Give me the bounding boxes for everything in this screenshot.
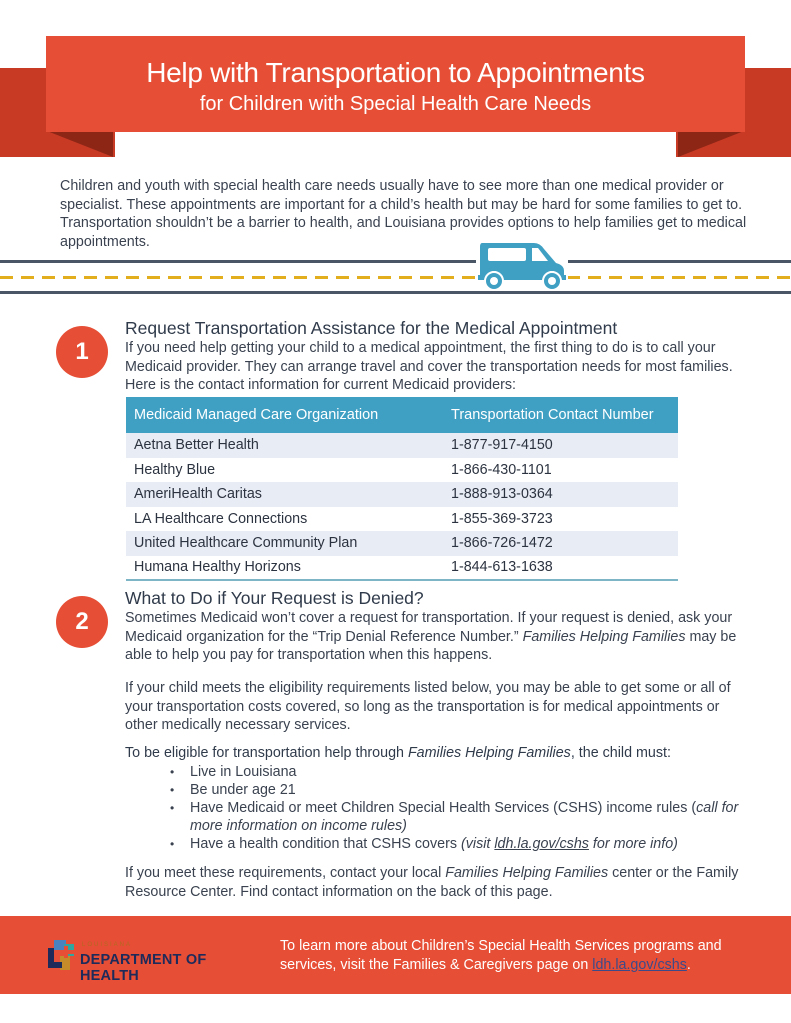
- text: , the child must:: [570, 745, 671, 761]
- eligibility-item: • Be under age 21: [165, 781, 765, 799]
- phone-cell: 1-888-913-0364: [443, 482, 678, 507]
- van-icon: [476, 241, 568, 291]
- section-2-paragraph-3: [125, 864, 755, 901]
- text: .: [686, 956, 691, 973]
- organization-cell: Humana Healthy Horizons: [126, 556, 443, 581]
- road-center-dashes: [0, 276, 791, 279]
- phone-cell: 1-855-369-3723: [451, 510, 553, 527]
- medicaid-contacts-table: [126, 397, 678, 581]
- logo-text: DEPARTMENT OF HEALTH: [80, 952, 207, 984]
- text: Sometimes Medicaid won’t cover a request for transportation. If your request is denied, ask your Medicaid organization for the “Trip Denial Reference Number.”: [125, 610, 733, 645]
- step-2-badge: 2: [56, 596, 108, 648]
- organization-cell: Healthy Blue: [134, 461, 216, 478]
- text: If you meet these requirements, contact your local: [125, 865, 446, 881]
- phone-cell: 1-844-613-1638: [443, 556, 678, 581]
- text: may be able to help you pay for transportation when this happens.: [125, 628, 737, 663]
- footer-message: [280, 937, 750, 974]
- phone-cell: 1-877-917-4150: [443, 433, 678, 458]
- step-1-badge: 1: [56, 326, 108, 378]
- text: Have Medicaid or meet Children Special Health Services (CSHS) income rules (: [190, 800, 697, 816]
- column-header-organization: Medicaid Managed Care Organization: [126, 397, 443, 433]
- footer-bar: [0, 916, 791, 994]
- footer-cshs-link[interactable]: ldh.la.gov/cshs: [592, 956, 687, 973]
- road-top-line: [0, 260, 791, 263]
- road-bottom-line: [0, 291, 791, 294]
- eligibility-item: [165, 835, 765, 853]
- section-2-title: What to Do if Your Request is Denied?: [125, 588, 424, 608]
- table-header-row: [126, 397, 678, 433]
- table-row: [126, 458, 678, 483]
- table-row: [126, 531, 678, 556]
- column-header-contact: Transportation Contact Number: [443, 397, 678, 433]
- note-emphasis: call for more information on income rules): [190, 800, 739, 834]
- ldh-logo: [46, 938, 261, 984]
- text: To be eligible for transportation help through: [125, 745, 408, 761]
- section-2-paragraph-2: If your child meets the eligibility requirements listed below, you may be able to get some or all of your transportation costs covered, so long as the transportation is for medical appointments or other medically necessary services.: [125, 680, 731, 733]
- organization-cell: LA Healthcare Connections: [134, 510, 308, 527]
- table-row: [126, 433, 678, 458]
- page-title: Help with Transportation to Appointments: [146, 57, 645, 88]
- table-row: [126, 556, 678, 581]
- table-row: [126, 482, 678, 507]
- org-name-emphasis: Families Helping Families: [407, 745, 571, 761]
- phone-cell: 1-866-430-1101: [451, 461, 552, 478]
- section-1-body: If you need help getting your child to a medical appointment, the first thing to do is to call your Medicaid provider. They can arrange travel and cover the transportation needs for most families. Here is the contact information for current Medicaid providers:: [125, 340, 733, 393]
- title-banner: [46, 36, 745, 132]
- organization-cell: United Healthcare Community Plan: [126, 531, 443, 556]
- ribbon-fold-right: [678, 131, 744, 157]
- org-name-emphasis: Families Helping Families: [522, 628, 686, 645]
- note-emphasis: for more info): [588, 836, 678, 852]
- note-emphasis: (visit: [461, 836, 495, 852]
- page-subtitle: for Children with Special Health Care Needs: [199, 93, 592, 115]
- table-row: [126, 507, 678, 532]
- cshs-link[interactable]: ldh.la.gov/cshs: [494, 836, 589, 852]
- phone-cell: 1-866-726-1472: [443, 531, 678, 556]
- section-2-paragraph-1: [125, 609, 755, 665]
- organization-cell: Aetna Better Health: [126, 433, 443, 458]
- eligibility-heading: [125, 745, 671, 761]
- logo-state: LOUISIANA: [82, 942, 133, 948]
- text: center or the Family Resource Center. Find contact information on the back of this page.: [125, 865, 739, 900]
- ribbon-fold-left: [47, 131, 113, 157]
- section-1-title: Request Transportation Assistance for the Medical Appointment: [125, 318, 618, 338]
- text: To learn more about Children’s Special Health Services programs and services, visit the Families & Caregivers page on: [280, 938, 722, 973]
- eligibility-item: • Live in Louisiana: [165, 763, 765, 781]
- ldh-cross-icon: [46, 938, 80, 974]
- org-name-emphasis: Families Helping Families: [445, 865, 609, 881]
- text: Have a health condition that CSHS covers: [190, 836, 461, 852]
- eligibility-list: [165, 763, 765, 853]
- eligibility-item: [165, 799, 765, 835]
- organization-cell: AmeriHealth Caritas: [126, 482, 443, 507]
- intro-paragraph: Children and youth with special health care needs usually have to see more than one medical provider or specialist. These appointments are important for a child’s health but may be hard for some families to get to. Transportation shouldn’t be a barrier to health, and Louisiana provides options to help families get to medical appointments.: [60, 178, 747, 250]
